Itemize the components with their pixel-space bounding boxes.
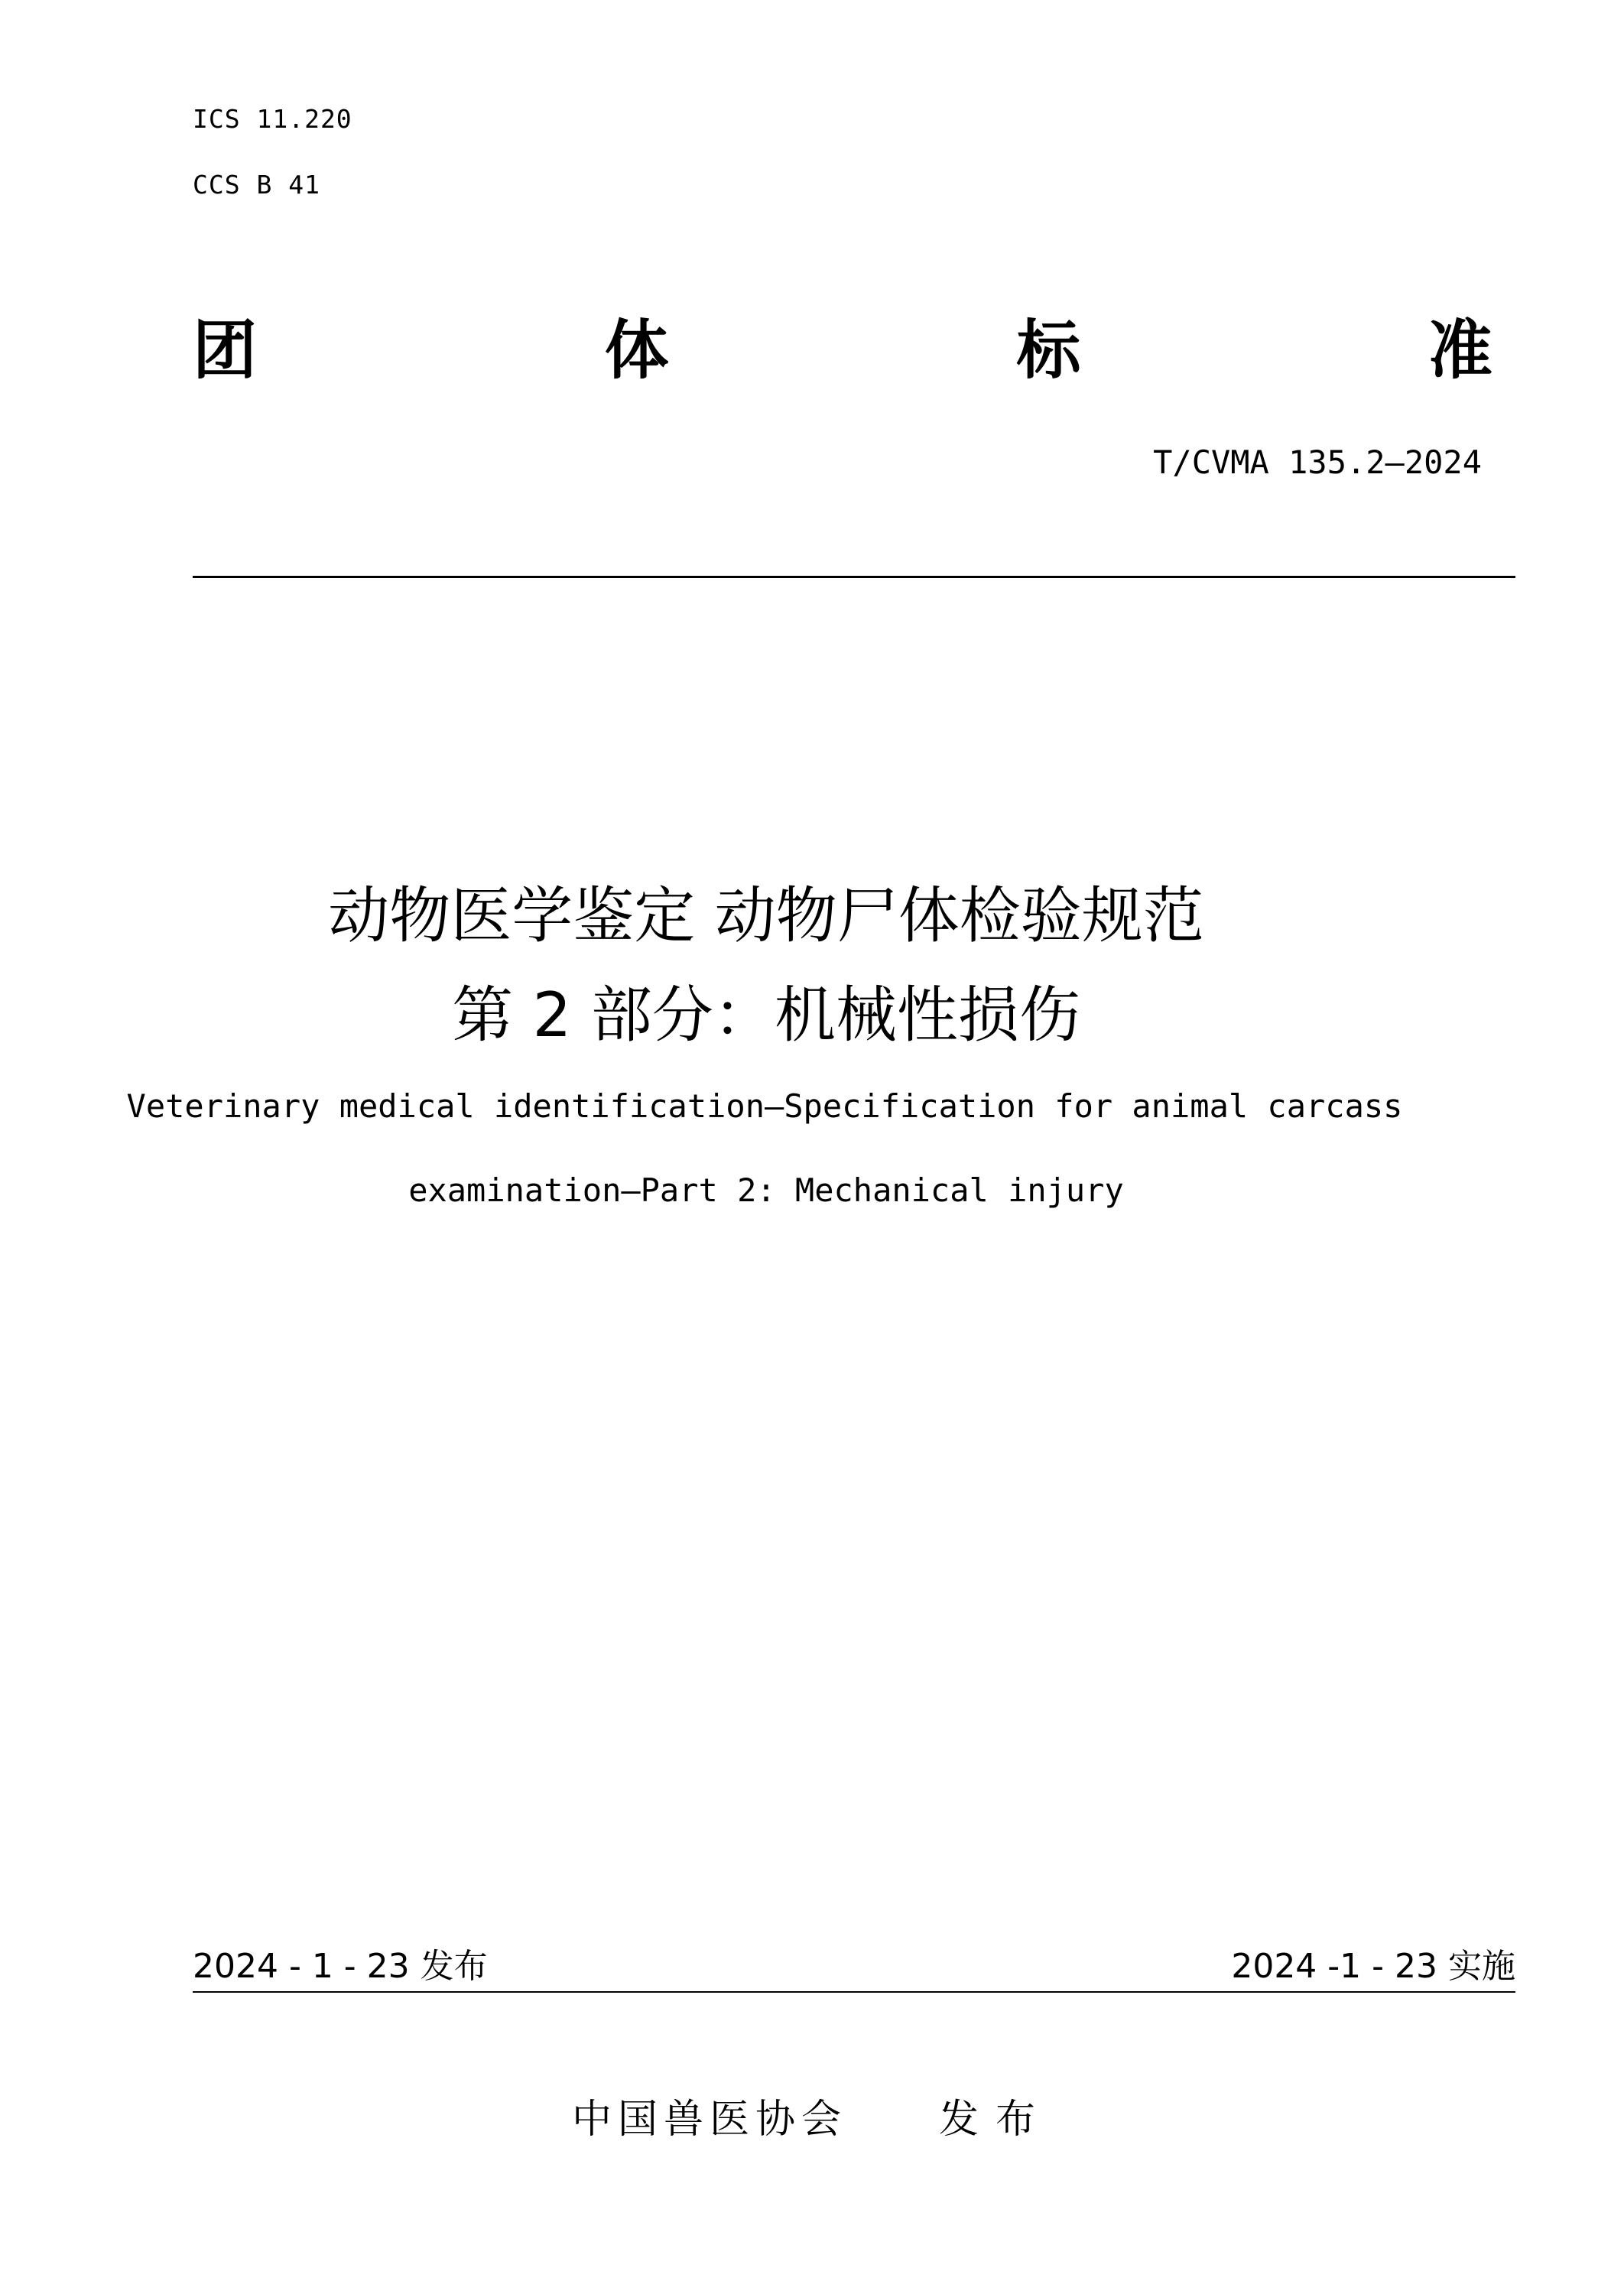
- standard-type-char: 团: [193, 313, 258, 388]
- ics-code: ICS 11.220: [193, 104, 352, 134]
- header-divider: [193, 576, 1515, 578]
- footer-divider: [193, 1991, 1515, 1993]
- publish-date: 2024 - 1 - 23 发布: [193, 1947, 488, 1986]
- ccs-code: CCS B 41: [193, 170, 320, 200]
- title-en-line2: examination—Part 2: Mechanical injury: [408, 1171, 1124, 1209]
- title-zh-line2: 第 2 部分：机械性损伤: [452, 980, 1080, 1051]
- title-en-line1: Veterinary medical identification—Specification for animal carcass: [126, 1087, 1403, 1125]
- standard-number: T/CVMA 135.2—2024: [1153, 444, 1482, 481]
- standard-type-heading: [193, 312, 1492, 388]
- publisher-action: 发布: [939, 2097, 1053, 2143]
- publisher-name: 中国兽医协会: [571, 2097, 847, 2143]
- standard-type-char: 体: [604, 313, 669, 388]
- implement-date: 2024 -1 - 23 实施: [1231, 1947, 1515, 1986]
- publisher-line: [0, 2095, 1624, 2144]
- standard-type-char: 标: [1016, 313, 1081, 388]
- title-zh-line1: 动物医学鉴定 动物尸体检验规范: [328, 880, 1204, 951]
- standard-type-char: 准: [1427, 313, 1492, 388]
